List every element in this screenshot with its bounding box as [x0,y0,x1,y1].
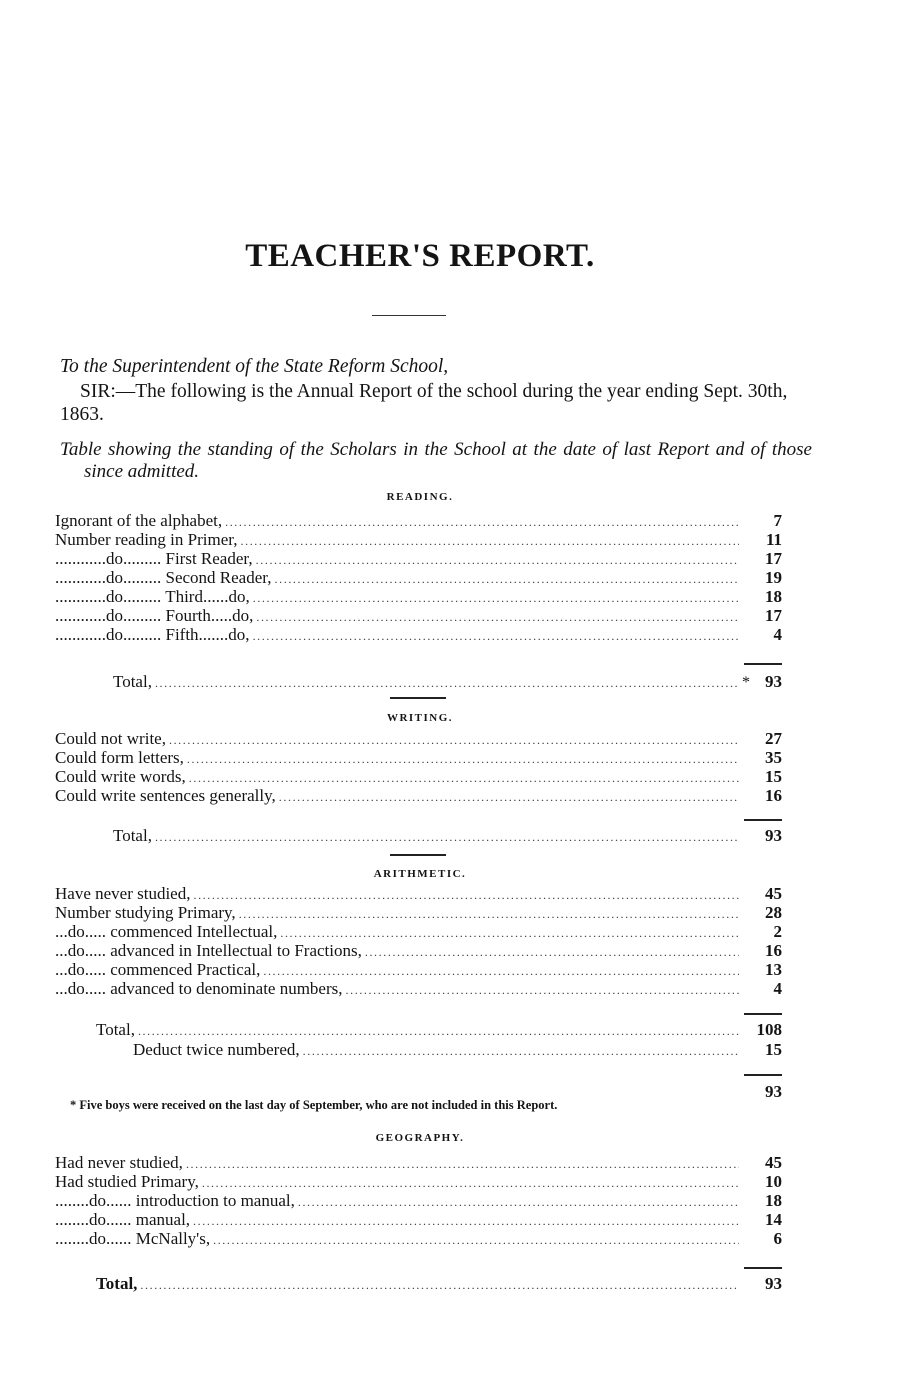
table-row [55,748,782,767]
row-value: 35 [765,748,782,767]
title-rule [372,315,446,316]
row-label: Had studied Primary, [55,1172,199,1191]
reading-heading: READING. [386,491,454,503]
dot-leader [140,1276,739,1295]
dot-leader [303,1042,739,1061]
writing-total [113,826,782,845]
row-label: ...do..... advanced to denominate numbers, [55,979,343,998]
reading-rows [55,511,782,644]
dot-leader [239,905,739,924]
row-label: ........do...... manual, [55,1210,191,1229]
row-value: 7 [773,511,782,530]
row-value: 28 [765,903,782,922]
dot-leader [298,1193,739,1212]
row-value: 13 [765,960,782,979]
footnote-marker: * [742,674,750,691]
row-label: ........do...... introduction to manual, [55,1191,295,1210]
row-label: ...do..... advanced in Intellectual to Fractions, [55,941,362,960]
row-value: 45 [765,884,782,903]
row-value: 10 [765,1172,782,1191]
row-value: 17 [765,549,782,568]
row-label: ............do......... Fourth.....do, [55,606,254,625]
dot-leader [253,627,739,646]
table-row [55,979,782,998]
row-label: Ignorant of the alphabet, [55,511,223,530]
row-label: ............do......... Second Reader, [55,568,272,587]
row-value: 16 [765,786,782,805]
table-row [55,1191,782,1210]
row-label: Could not write, [55,729,166,748]
dot-leader [169,731,739,750]
total-label: Total, [96,1274,138,1293]
dot-leader [155,828,739,847]
deduct-value: 15 [765,1040,782,1059]
dot-leader [256,608,739,627]
table-row [55,1210,782,1229]
reading-total [113,672,782,691]
arithmetic-rows [55,884,782,998]
row-value: 16 [765,941,782,960]
net-row [742,1082,782,1101]
row-value: 14 [765,1210,782,1229]
total-value: 93 [765,1274,782,1293]
table-caption: Table showing the standing of the Scholars in the School at the date of last Report and of those since admitted. [60,439,812,482]
table-row [55,625,782,644]
row-label: ............do......... First Reader, [55,549,253,568]
table-row [55,1172,782,1191]
table-row [55,1153,782,1172]
table-row [55,960,782,979]
row-value: 2 [773,922,782,941]
row-label: Could form letters, [55,748,184,767]
arithmetic-total [96,1020,782,1039]
total-row [96,1274,782,1293]
row-label: ........do...... McNally's, [55,1229,211,1248]
total-rule [744,1074,782,1076]
deduct-row [133,1040,782,1059]
geography-rows [55,1153,782,1248]
dot-leader [155,674,739,693]
row-value: 17 [765,606,782,625]
total-rule [744,663,782,665]
table-row [55,1229,782,1248]
geography-heading: GEOGRAPHY. [375,1132,465,1144]
dot-leader [279,788,739,807]
row-label: Could write words, [55,767,186,786]
arithmetic-deduct [133,1040,782,1059]
table-row [55,568,782,587]
dot-leader [365,943,739,962]
row-value: 11 [765,530,782,549]
salutation: To the Superintendent of the State Reform School, [60,356,449,377]
total-label: Total, [113,672,152,691]
arithmetic-net [742,1082,782,1101]
table-row [55,767,782,786]
total-rule [744,1267,782,1269]
dot-leader [193,1212,739,1231]
dot-leader [213,1231,739,1250]
table-row [55,606,782,625]
dot-leader [193,886,739,905]
row-label: Number reading in Primer, [55,530,238,549]
table-row [55,729,782,748]
row-label: ...do..... commenced Practical, [55,960,261,979]
section-rule [390,697,446,699]
table-row [55,587,782,606]
table-row [55,786,782,805]
dot-leader [241,532,740,551]
row-value: 6 [773,1229,782,1248]
row-value: 45 [765,1153,782,1172]
row-label: ............do......... Third......do, [55,587,250,606]
table-row [55,884,782,903]
row-label: Had never studied, [55,1153,183,1172]
total-rule [744,819,782,821]
page-title: TEACHER'S REPORT. [245,238,595,274]
row-value: 4 [773,979,782,998]
total-label: Total, [96,1020,135,1039]
dot-leader [256,551,739,570]
deduct-label: Deduct twice numbered, [133,1040,300,1059]
row-label: ...do..... commenced Intellectual, [55,922,278,941]
row-value: 4 [773,625,782,644]
total-value: 93 [765,672,782,691]
geography-total [96,1274,782,1293]
table-row [55,530,782,549]
arithmetic-heading: ARITHMETIC. [373,868,467,880]
table-row [55,511,782,530]
dot-leader [187,750,739,769]
row-label: Could write sentences generally, [55,786,276,805]
row-label: Number studying Primary, [55,903,236,922]
total-row [113,826,782,845]
dot-leader [225,513,739,532]
dot-leader [253,589,739,608]
row-value: 15 [765,767,782,786]
total-rule [744,1013,782,1015]
table-row [55,903,782,922]
dot-leader [275,570,739,589]
row-value: 18 [765,587,782,606]
table-row [55,941,782,960]
table-row [55,922,782,941]
row-value: 27 [765,729,782,748]
table-row [55,549,782,568]
intro-paragraph: SIR:—The following is the Annual Report of the school during the year ending Sept. 30th, 1863. [60,381,788,425]
total-value: 108 [756,1020,782,1039]
net-value: 93 [765,1082,782,1101]
row-label: Have never studied, [55,884,191,903]
dot-leader [138,1022,739,1041]
section-rule [390,854,446,856]
writing-rows [55,729,782,805]
row-value: 19 [765,568,782,587]
footnote: * Five boys were received on the last day of September, who are not included in this Report. [70,1098,558,1112]
total-label: Total, [113,826,152,845]
writing-heading: WRITING. [386,712,454,724]
dot-leader [186,1155,739,1174]
row-label: ............do......... Fifth.......do, [55,625,250,644]
total-row [96,1020,782,1039]
total-row [113,672,782,691]
row-value: 18 [765,1191,782,1210]
dot-leader [346,981,739,1000]
total-value: 93 [765,826,782,845]
